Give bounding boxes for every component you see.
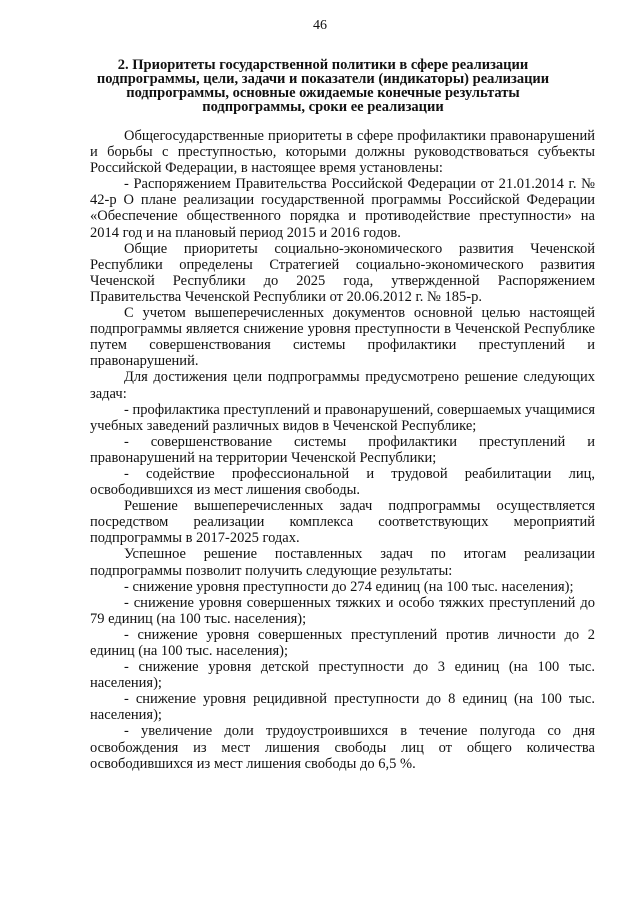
list-item-task-2: - совершенствование системы профилактики преступлений и правонарушений на территории Чеченской Республики;	[90, 433, 595, 466]
paragraph-results-intro: Успешное решение поставленных задач по итогам реализации подпрограммы позволит получить следующие результаты:	[90, 546, 595, 579]
list-item-result-2: - снижение уровня совершенных тяжких и особо тяжких преступлений до 79 единиц (на 100 тыс. населения);	[90, 594, 595, 627]
list-item-task-1: - профилактика преступлений и правонарушений, совершаемых учащимися учебных заведений различных видов в Чеченской Республике;	[90, 401, 595, 434]
document-body	[90, 128, 595, 772]
paragraph-government-order: - Распоряжением Правительства Российской Федерации от 21.01.2014 г. № 42-р О плане реализации государственной программы Российской Федерации «Обеспечение общественного порядка и противодействие преступности» на 2014 год и на плановый период 2015 и 2016 годов.	[90, 176, 595, 241]
list-item-result-1: - снижение уровня преступности до 274 единиц (на 100 тыс. населения);	[124, 578, 574, 595]
list-item-result-4: - снижение уровня детской преступности до 3 единиц (на 100 тыс. населения);	[90, 659, 595, 692]
paragraph-main-goal: С учетом вышеперечисленных документов основной целью настоящей подпрограммы является снижение уровня преступности в Чеченской Республике путем совершенствования системы профилактики преступлений и правонарушений.	[90, 305, 595, 370]
list-item-result-5: - снижение уровня рецидивной преступности до 8 единиц (на 100 тыс. населения);	[90, 691, 595, 724]
list-item-task-3: - содействие профессиональной и трудовой реабилитации лиц, освободившихся из мест лишения свободы.	[90, 465, 595, 499]
page-number: 46	[313, 18, 327, 33]
list-item-result-3: - снижение уровня совершенных преступлений против личности до 2 единиц (на 100 тыс. населения);	[90, 626, 595, 659]
list-item-result-6: - увеличение доли трудоустроившихся в течение полугода со дня освобождения из мест лишения свободы лиц от общего количества освободившихся из мест лишения свободы до 6,5 %.	[90, 723, 595, 772]
paragraph-implementation: Решение вышеперечисленных задач подпрограммы осуществляется посредством реализации комплекса соответствующих мероприятий подпрограммы в 2017-2025 годах.	[90, 498, 595, 547]
section-heading: 2. Приоритеты государственной политики в сфере реализации подпрограммы, цели, задачи и показатели (индикаторы) реализации подпрограммы, основные ожидаемые конечные результаты подпрограммы, сроки ее реализации	[96, 57, 550, 115]
paragraph-tasks-intro: Для достижения цели подпрограммы предусмотрено решение следующих задач:	[90, 369, 595, 402]
paragraph-priorities-intro: Общегосударственные приоритеты в сфере профилактики правонарушений и борьбы с преступностью, которыми должны руководствоваться субъекты Российской Федерации, в настоящее время установлены:	[90, 128, 595, 177]
paragraph-strategy: Общие приоритеты социально-экономического развития Чеченской Республики определены Стратегией социально-экономического развития Чеченской Республики до 2025 года, утвержденной Распоряжением Правительства Чеченской Республики от 20.06.2012 г. № 185-р.	[90, 240, 595, 305]
